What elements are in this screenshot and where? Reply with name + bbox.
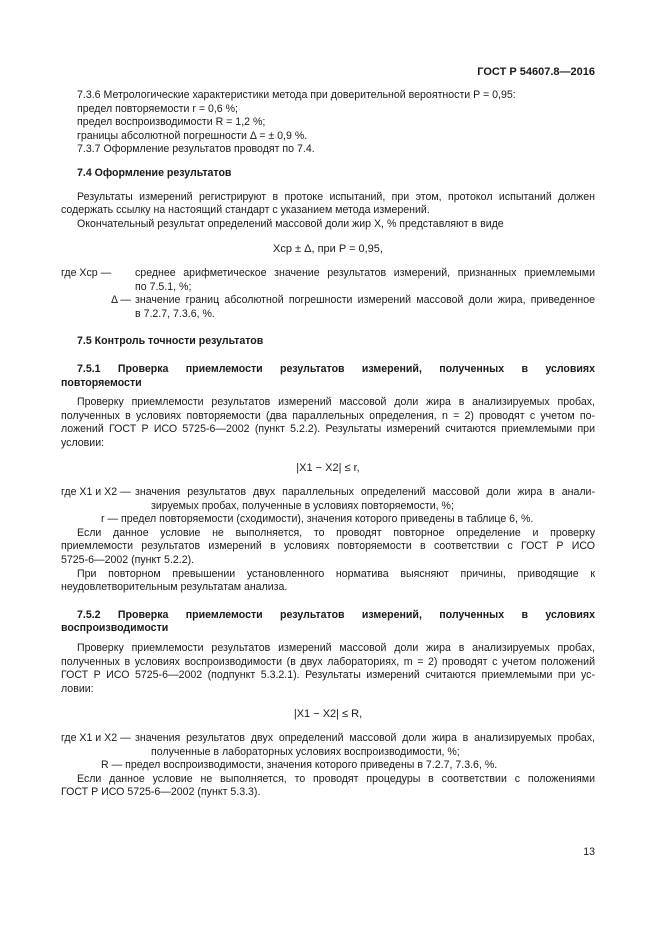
s751-paragraph-5: Если данное условие не выполняется, то проводят повторное определение и проверку xyxy=(77,526,595,539)
s752-paragraph-6: ГОСТ Р ИСО 5725-6—2002 (пункт 5.3.3). xyxy=(61,786,261,799)
section-7-4-title: 7.4 Оформление результатов xyxy=(77,166,232,179)
where-x1-x2-text-b: зируемых пробах, полученные в условиях повторяемости, %; xyxy=(151,499,454,512)
error-bounds: границы абсолютной погрешности Δ = ± 0,9 %. xyxy=(77,129,308,142)
where-delta xyxy=(61,294,595,321)
where-delta-text-b: в 7.2.7, 7.3.6, %. xyxy=(135,307,215,320)
where-xcp-label: где Xср — xyxy=(61,266,112,279)
s74-paragraph-2: Окончательный результат определений массовой доли жир X, % представляют в виде xyxy=(77,217,504,230)
where-x1-x2-text-a: значения результатов двух параллельных определений массовой доли жира в анали- xyxy=(135,486,595,499)
document-header: ГОСТ Р 54607.8—2016 xyxy=(477,66,595,78)
repeatability-limit: предел повторяемости r = 0,6 %; xyxy=(77,102,239,115)
document-body xyxy=(61,89,595,800)
where-r: r — предел повторяемости (сходимости), значения которого приведены в таблице 6, %. xyxy=(101,513,534,526)
section-7-5-title: 7.5 Контроль точности результатов xyxy=(77,335,264,348)
s751-paragraph-7: 5725-6—2002 (пункт 5.2.2). xyxy=(61,554,195,567)
s752-paragraph-3: ГОСТ Р ИСО 5725-6—2002 (подпункт 5.3.2.1). Результаты измерений считаются приемлемыми при ус- xyxy=(61,669,595,682)
results-formatting-ref: 7.3.7 Оформление результатов проводят по 7.4. xyxy=(77,143,315,156)
s751-paragraph-2: полученных в условиях повторяемости (два параллельных определения, n = 2) проводят с учетом по- xyxy=(61,409,595,422)
s751-paragraph-4: условии: xyxy=(61,436,105,449)
section-7-5-2-title-a: 7.5.2 Проверка приемлемости результатов измерений, полученных в условиях xyxy=(77,608,595,621)
where-x1-x2-text-b-2: полученные в лабораторных условиях воспроизводимости, %; xyxy=(151,745,460,758)
s751-paragraph-6: приемлемости результатов измерений в условиях повторяемости в соответствии с ГОСТ Р ИСО xyxy=(61,540,595,553)
reproducibility-formula: |X1 − X2| ≤ R, xyxy=(293,708,363,721)
s752-paragraph-1: Проверку приемлемости результатов измерений массовой доли жира в анализируемых пробах, xyxy=(77,642,595,654)
result-formula: Xср ± Δ, при P = 0,95, xyxy=(273,243,383,256)
repeatability-formula: |X1 − X2| ≤ r, xyxy=(296,462,360,475)
metrology-intro: 7.3.6 Метрологические характеристики метода при доверительной вероятности P = 0,95: xyxy=(77,89,516,101)
s74-paragraph-1b: содержать ссылку на настоящий стандарт с указанием метода измерений. xyxy=(61,204,430,217)
where-x1-x2-text-a-2: значения результатов двух определений массовой доли жира в анализируемых пробах, xyxy=(135,731,595,744)
where-x1-x2-label-2: где X1 и X2 — xyxy=(61,731,131,744)
s752-paragraph-4: ловии: xyxy=(61,682,94,695)
s751-paragraph-3: ложений ГОСТ Р ИСО 5725-6—2002 (пункт 5.2.2). Результаты измерений считаются приемлемыми при xyxy=(61,423,595,436)
where-x1-x2-repeatability xyxy=(61,486,595,513)
reproducibility-limit: предел воспроизводимости R = 1,2 %; xyxy=(77,116,266,129)
where-delta-label: Δ — xyxy=(110,294,131,307)
s751-paragraph-8: При повторном превышении установленного норматива выясняют причины, приводящие к xyxy=(77,567,595,580)
s751-paragraph-9: неудовлетворительным результатам анализа. xyxy=(61,581,288,594)
section-7-5-1-title-a: 7.5.1 Проверка приемлемости результатов измерений, полученных в условиях xyxy=(77,362,595,375)
where-xcp-text-a: среднее арифметическое значение результатов измерений, признанных приемлемыми xyxy=(135,266,595,279)
section-7-5-2-title-b: воспроизводимости xyxy=(61,622,169,635)
section-7-5-1-title-b: повторяемости xyxy=(61,376,142,389)
page-number: 13 xyxy=(583,846,595,858)
s752-paragraph-5: Если данное условие не выполняется, то проводят процедуры в соответствии с положениями xyxy=(77,772,595,785)
s752-paragraph-2: полученных в условиях воспроизводимости (в двух лабораториях, m = 2) проводят с учетом положений xyxy=(61,655,595,668)
where-x1-x2-label: где X1 и X2 — xyxy=(61,486,131,499)
s74-paragraph-1a: Результаты измерений регистрируют в протоке испытаний, при этом, протокол испытаний должен xyxy=(77,190,595,203)
where-xcp-text-b: по 7.5.1, %; xyxy=(135,280,192,293)
where-xcp xyxy=(61,267,595,294)
where-x1-x2-reproducibility xyxy=(61,732,595,759)
where-R: R — предел воспроизводимости, значения которого приведены в 7.2.7, 7.3.6, %. xyxy=(101,759,498,772)
where-delta-text-a: значение границ абсолютной погрешности измерений массовой доли жира, приведенное xyxy=(135,294,595,307)
s751-paragraph-1: Проверку приемлемости результатов измерений массовой доли жира в анализируемых пробах, xyxy=(77,396,595,409)
